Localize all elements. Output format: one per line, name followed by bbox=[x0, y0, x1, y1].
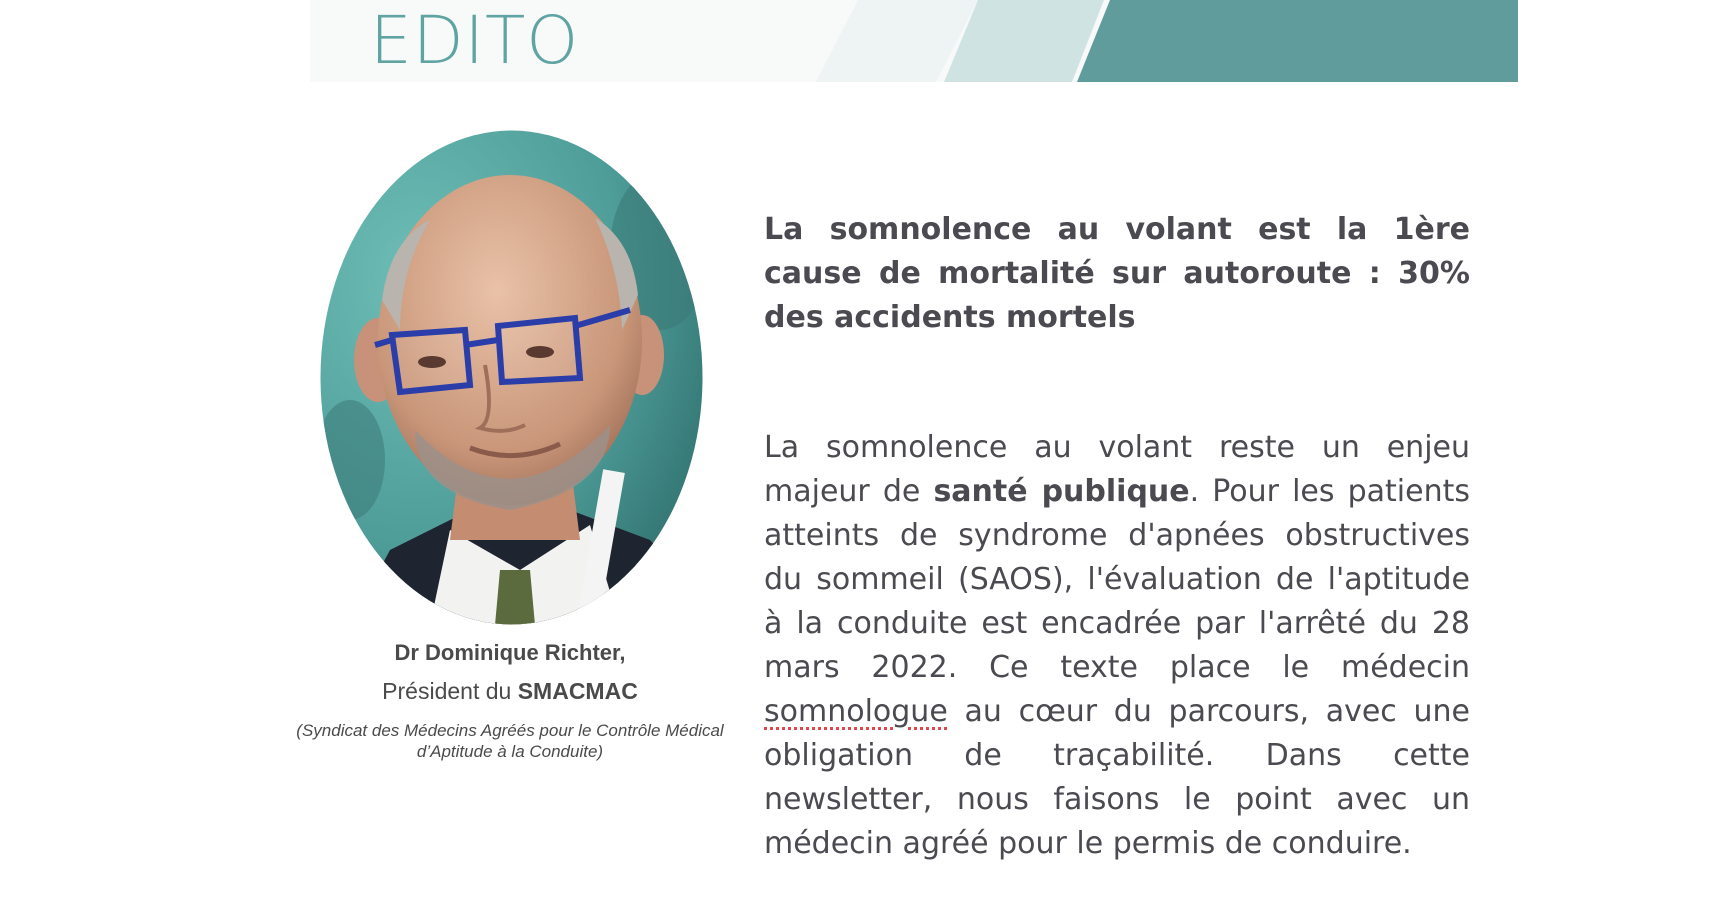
body-emphasis: santé publique bbox=[933, 474, 1190, 509]
header-banner bbox=[310, 0, 1518, 82]
article-body bbox=[764, 426, 1470, 866]
section-title: EDITO bbox=[370, 2, 580, 79]
article-headline: La somnolence au volant est la 1ère cause de mortalité sur autoroute : 30% des accidents mortels bbox=[764, 212, 1470, 335]
body-text-1: La somnolence au volant reste un enjeu majeur de bbox=[764, 430, 1470, 509]
author-role-org: SMACMAC bbox=[517, 678, 638, 704]
author-portrait bbox=[320, 130, 703, 625]
organization-full-name: (Syndicat des Médecins Agréés pour le Contrôle Médical d’Aptitude à la Conduite) bbox=[296, 721, 724, 761]
author-role-prefix: Président du bbox=[382, 678, 518, 704]
body-text-3: au cœur du parcours, avec une obligation de traçabilité. Dans cette newsletter, nous faisons le point avec un médecin agréé pour le permis de conduire. bbox=[764, 694, 1470, 861]
body-text-2: . Pour les patients atteints de syndrome d'apnées obstructives du sommeil (SAOS), l'évaluation de l'aptitude à la conduite est encadrée par l'arrêté du 28 mars 2022. Ce texte place le médecin bbox=[764, 474, 1470, 685]
author-role bbox=[290, 676, 730, 706]
spellcheck-flagged-word: somnologue bbox=[764, 694, 948, 729]
portrait-caption bbox=[290, 638, 730, 762]
author-name: Dr Dominique Richter, bbox=[394, 640, 626, 665]
